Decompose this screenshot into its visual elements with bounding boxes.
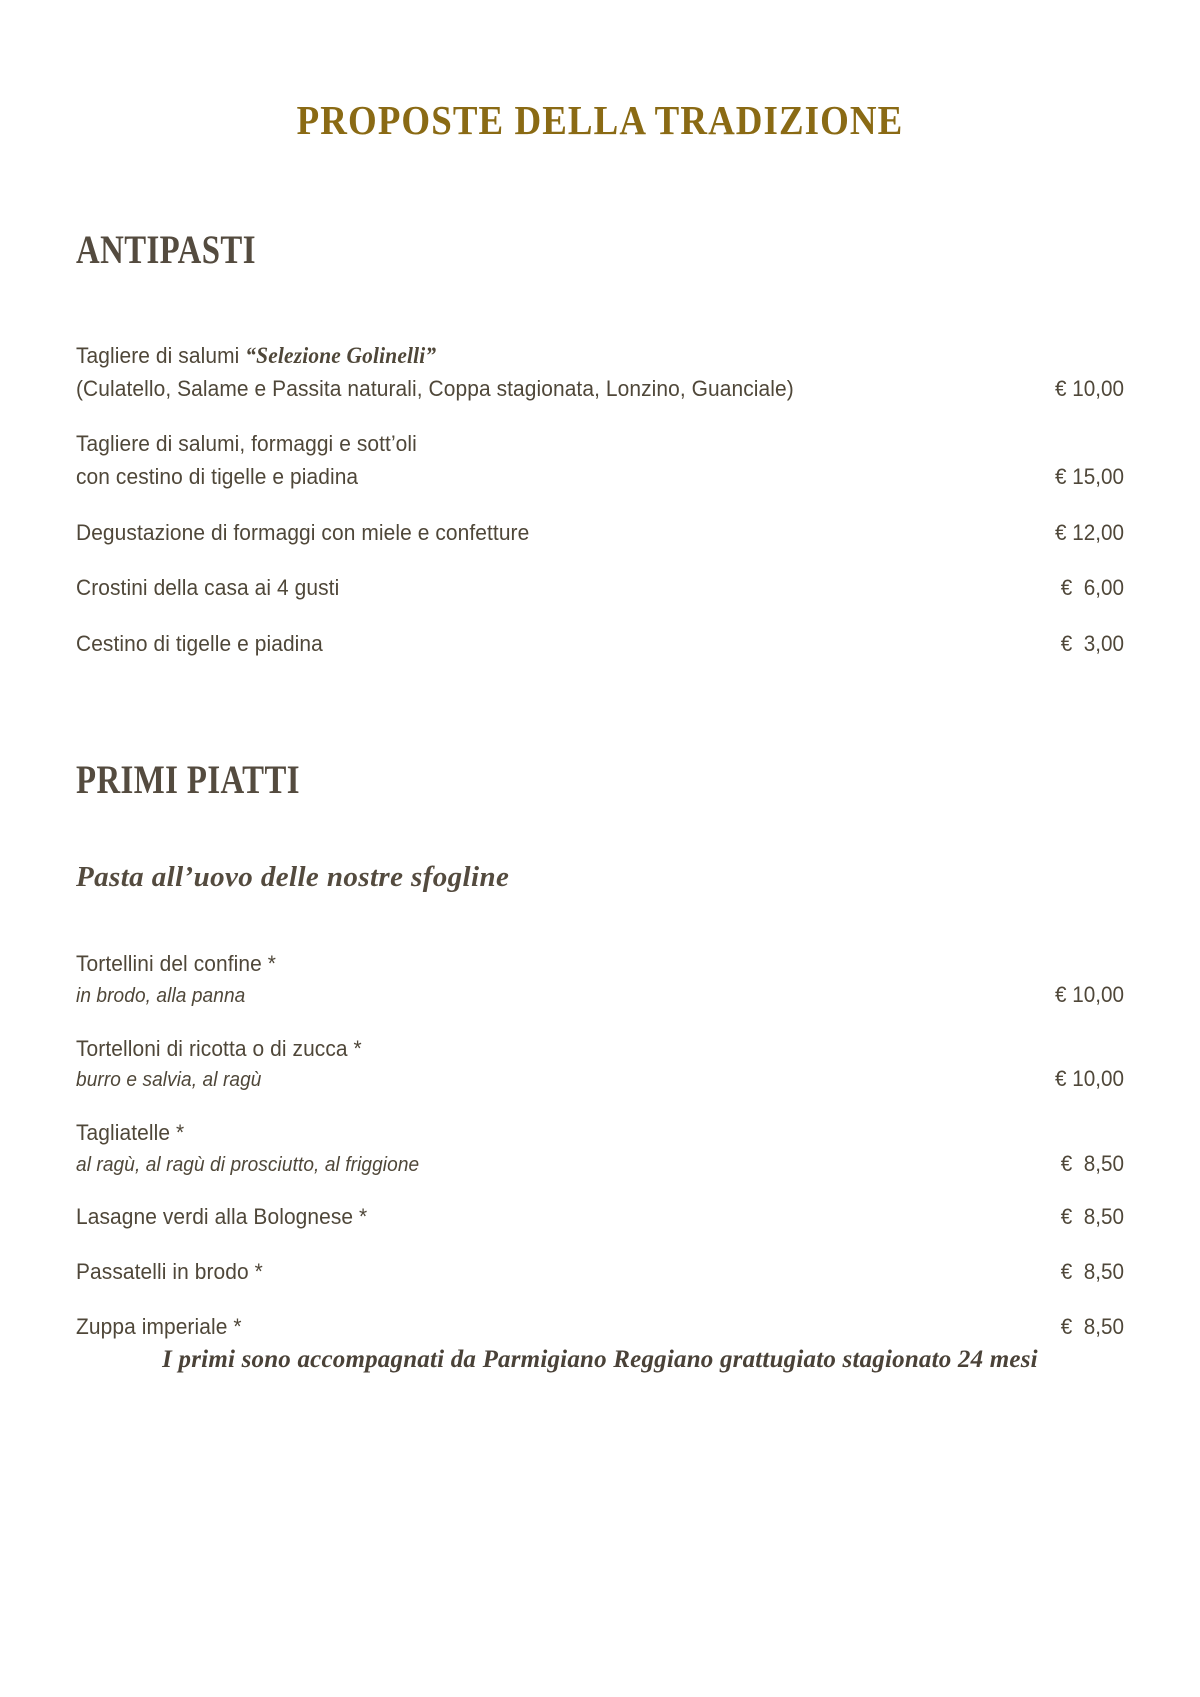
menu-item-name: Tagliatelle * [76,1120,185,1146]
menu-item-price: € 10,00 [1054,1066,1124,1092]
menu-item-name: Tortellini del confine * [76,951,276,977]
menu-item [76,1033,1124,1095]
menu-item [76,627,1124,661]
antipasti-item-list [76,339,1124,660]
menu-item-title-row [76,339,1124,373]
section-primi-piatti [0,756,1200,803]
section-heading-antipasti: ANTIPASTI [76,227,256,272]
section-heading-primi-piatti: PRIMI PIATTI [76,757,300,803]
menu-item-price: € 10,00 [1054,375,1124,401]
menu-item-name [76,627,323,661]
menu-item-price: € 6,00 [1060,575,1124,601]
menu-item-name [76,427,417,461]
menu-item-name-script: “Selezione Golinelli” [245,343,437,368]
menu-item-subline-row [76,373,1124,406]
menu-item [76,1117,1124,1179]
menu-item-description: al ragù, al ragù di prosciutto, al friggione [76,1152,420,1176]
menu-item-price: € 8,50 [1060,1204,1124,1230]
primi-heading-wrap [76,756,1124,803]
menu-item [76,1201,1124,1234]
menu-item-desc-row [76,1150,1124,1180]
menu-item-subline: (Culatello, Salame e Passita naturali, Coppa stagionata, Lonzino, Guanciale) [76,375,794,401]
menu-item-name [76,516,529,550]
menu-item-price: € 3,00 [1060,630,1124,656]
primi-item-list [76,948,1124,1343]
menu-item-name-plain: Tagliere di salumi, formaggi e sott’oli [76,431,417,457]
menu-item-name: Lasagne verdi alla Bolognese * [76,1204,368,1230]
menu-item-name-plain: Crostini della casa ai 4 gusti [76,575,340,601]
menu-item [76,1256,1124,1289]
menu-item-title-row [76,627,1124,661]
menu-item-name [76,339,436,373]
menu-item-name: Zuppa imperiale * [76,1313,242,1339]
section-antipasti [0,226,1200,660]
menu-item-title-row [76,1033,1124,1066]
menu-item-price: € 15,00 [1054,463,1124,489]
antipasti-heading-wrap [76,226,1124,273]
menu-item-title-row [76,1201,1124,1234]
menu-item-name: Tortelloni di ricotta o di zucca * [76,1035,362,1061]
menu-item-subline: con cestino di tigelle e piadina [76,463,359,489]
menu-item-price: € 8,50 [1060,1150,1124,1176]
menu-item-desc-row [76,981,1124,1011]
menu-item [76,339,1124,405]
menu-item-title-row [76,1117,1124,1150]
menu-item-title-row [76,1256,1124,1289]
menu-item-title-row [76,516,1124,550]
section-subheading-pasta: Pasta all’uovo delle nostre sfogline [76,861,510,894]
footer-note: I primi sono accompagnati da Parmigiano Reggiano grattugiato stagionato 24 mesi [162,1346,1038,1373]
menu-item-description: in brodo, alla panna [76,984,246,1007]
menu-item [76,427,1124,493]
menu-item-name [76,571,339,605]
menu-item [76,948,1124,1010]
menu-item-name-plain: Tagliere di salumi [76,343,246,368]
menu-item-desc-row [76,1065,1124,1095]
menu-item-price: € 12,00 [1054,519,1124,545]
menu-item-title-row [76,571,1124,605]
menu-item-title-row [76,427,1124,461]
menu-item-title-row [76,948,1124,981]
page-title: PROPOSTE DELLA TRADIZIONE [296,97,904,143]
menu-item [76,571,1124,605]
menu-item-price: € 8,50 [1060,1259,1124,1285]
menu-item-name-plain: Cestino di tigelle e piadina [76,630,323,656]
menu-item [76,516,1124,550]
menu-item-title-row [76,1311,1124,1344]
menu-item-name-plain: Degustazione di formaggi con miele e confetture [76,519,530,545]
menu-item-price: € 10,00 [1054,982,1124,1007]
menu-item-price: € 8,50 [1060,1313,1124,1339]
menu-item-subline-row [76,461,1124,494]
menu-item-name: Passatelli in brodo * [76,1259,263,1285]
menu-item-description: burro e salvia, al ragù [76,1068,262,1092]
menu-item [76,1311,1124,1344]
primi-items-wrap [0,948,1200,1343]
